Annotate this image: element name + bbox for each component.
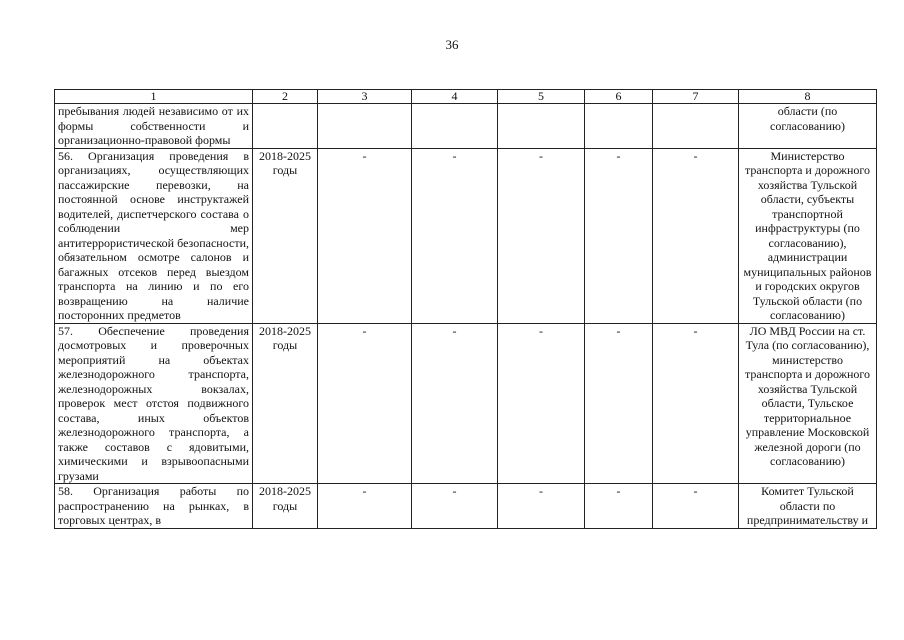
table-row	[55, 104, 877, 149]
column-header-4: 4	[412, 90, 498, 104]
value-cell-7: -	[653, 484, 739, 529]
column-header-1: 1	[55, 90, 253, 104]
header-row	[55, 90, 877, 104]
executors-cell: Комитет Тульской области по предпринимательству и	[739, 484, 877, 529]
period-cell: 2018-2025 годы	[253, 323, 318, 484]
value-cell-5: -	[498, 323, 585, 484]
value-cell-3: -	[318, 148, 412, 323]
value-cell-7: -	[653, 323, 739, 484]
value-cell-5: -	[498, 148, 585, 323]
value-cell-4	[412, 104, 498, 149]
column-header-7: 7	[653, 90, 739, 104]
value-cell-5	[498, 104, 585, 149]
table-row	[55, 148, 877, 323]
value-cell-6: -	[585, 148, 653, 323]
value-cell-7: -	[653, 148, 739, 323]
value-cell-6: -	[585, 323, 653, 484]
column-header-6: 6	[585, 90, 653, 104]
period-cell	[253, 104, 318, 149]
column-header-3: 3	[318, 90, 412, 104]
measure-cell: 57. Обеспечение проведения досмотровых и проверочных мероприятий на объектах железнодорожного транспорта, железнодорожных вокзалах, проверок мест отстоя подвижного состава, иных объектов железнодорожного транспорта, а также составов с ядовитыми, химическими и взрывоопасными грузами	[55, 323, 253, 484]
period-cell: 2018-2025 годы	[253, 484, 318, 529]
table-row	[55, 484, 877, 529]
value-cell-6	[585, 104, 653, 149]
value-cell-5: -	[498, 484, 585, 529]
value-cell-4: -	[412, 484, 498, 529]
value-cell-3	[318, 104, 412, 149]
value-cell-7	[653, 104, 739, 149]
value-cell-3: -	[318, 484, 412, 529]
measure-cell: 58. Организация работы по распространению на рынках, в торговых центрах, в	[55, 484, 253, 529]
column-header-5: 5	[498, 90, 585, 104]
value-cell-3: -	[318, 323, 412, 484]
executors-cell: Министерство транспорта и дорожного хозяйства Тульской области, субъекты транспортной инфраструктуры (по согласованию), администрации муниципальных районов и городских округов Тульской области (по согласованию)	[739, 148, 877, 323]
period-cell: 2018-2025 годы	[253, 148, 318, 323]
value-cell-4: -	[412, 323, 498, 484]
table-row	[55, 323, 877, 484]
value-cell-6: -	[585, 484, 653, 529]
page-number: 36	[445, 37, 459, 52]
column-header-2: 2	[253, 90, 318, 104]
measure-cell: пребывания людей независимо от их формы собственности и организационно-правовой формы	[55, 104, 253, 149]
value-cell-4: -	[412, 148, 498, 323]
column-header-8: 8	[739, 90, 877, 104]
plan-table	[54, 89, 877, 529]
executors-cell: области (по согласованию)	[739, 104, 877, 149]
executors-cell: ЛО МВД России на ст. Тула (по согласованию), министерство транспорта и дорожного хозяйства Тульской области, Тульское территориальное управление Московской железной дороги (по согласованию)	[739, 323, 877, 484]
measure-cell: 56. Организация проведения в организациях, осуществляющих пассажирские перевозки, на постоянной основе инструктажей водителей, диспетчерского состава о соблюдении мер антитеррористической безопасности, обязательном осмотре салонов и багажных отсеков перед выездом транспорта на линию и по его возвращению на наличие посторонних предметов	[55, 148, 253, 323]
